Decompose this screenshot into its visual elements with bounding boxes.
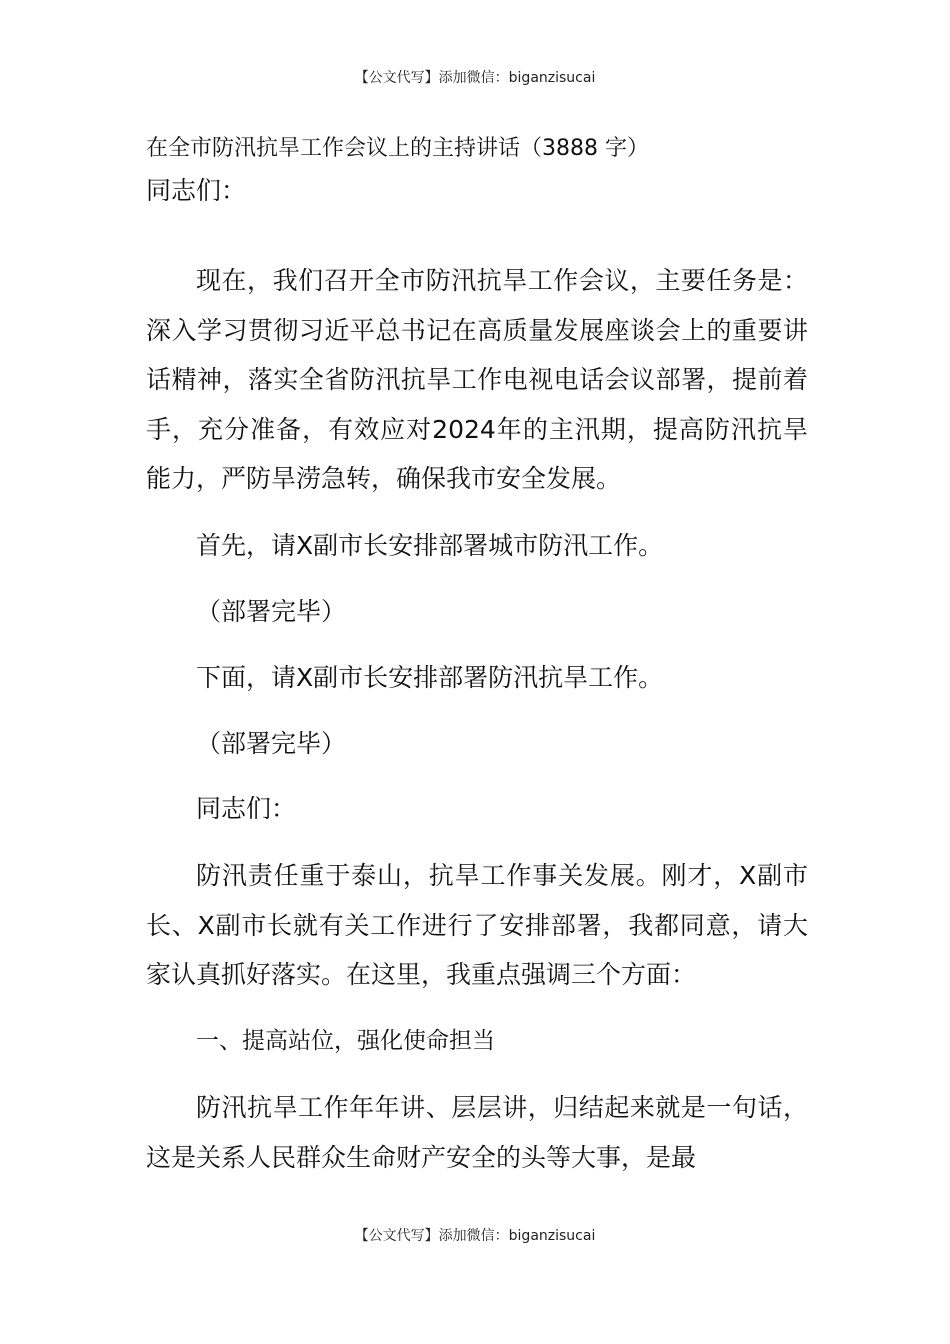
- salutation: 同志们：: [146, 176, 247, 205]
- paragraph-deployment-complete: （部署完毕）: [196, 597, 347, 626]
- page-footer: 【公文代写】添加微信：biganzisucai: [354, 1228, 596, 1244]
- paragraph-first-deployment: 首先，请X副市长安排部署城市防汛工作。: [196, 531, 664, 560]
- section-heading-1: 一、提高站位，强化使命担当: [196, 1028, 495, 1054]
- paragraph-second-deployment: 下面，请X副市长安排部署防汛抗旱工作。: [196, 663, 664, 692]
- paragraph-responsibility: 防汛责任重于泰山，抗旱工作事关发展。刚才，X副市长、X副市长就有关工作进行了安排部署，我都同意，请大家认真抓好落实。在这里，我重点强调三个方面：: [146, 861, 808, 989]
- paragraph-deployment-complete-2: （部署完毕）: [196, 729, 347, 758]
- document-title: 在全市防汛抗旱工作会议上的主持讲话（3888 字）: [146, 136, 649, 161]
- paragraph-intro: 现在，我们召开全市防汛抗旱工作会议，主要任务是：深入学习贯彻习近平总书记在高质量发展座谈会上的重要讲话精神，落实全省防汛抗旱工作电视电话会议部署，提前着手，充分准备，有效应对2024年的主汛期，提高防汛抗旱能力，严防旱涝急转，确保我市安全发展。: [146, 266, 808, 493]
- paragraph-section-1: 防汛抗旱工作年年讲、层层讲，归结起来就是一句话，这是关系人民群众生命财产安全的头等大事，是最: [146, 1093, 808, 1172]
- salutation-2: 同志们：: [196, 794, 297, 823]
- page-header: 【公文代写】添加微信：biganzisucai: [354, 70, 596, 86]
